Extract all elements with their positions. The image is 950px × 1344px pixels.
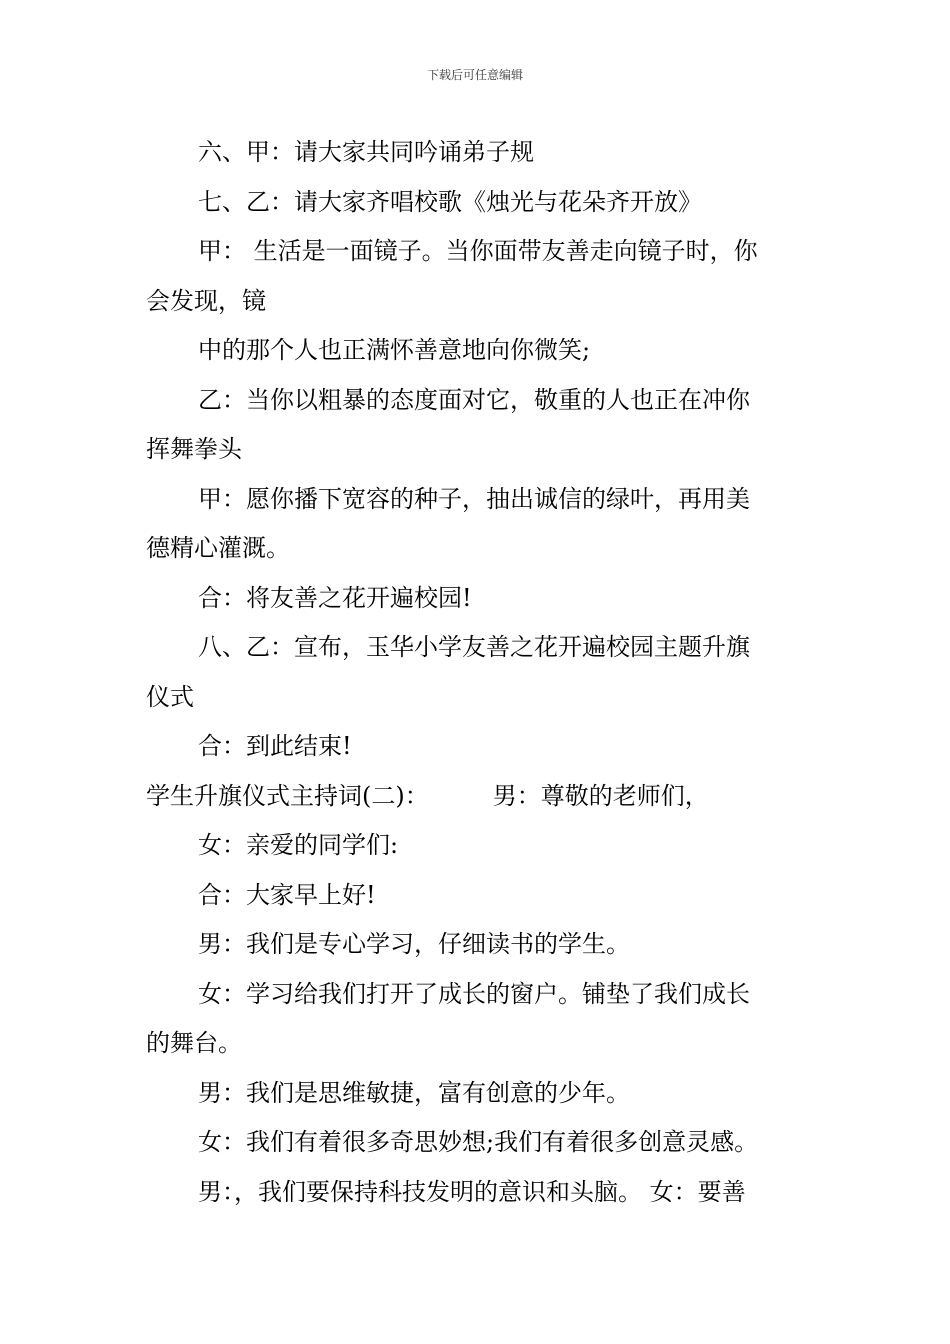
text-line: 女：亲爱的同学们:: [198, 831, 399, 859]
document-body: [146, 128, 808, 1217]
text-line: 甲： 生活是一面镜子。当你面带友善走向镜子时，你: [198, 237, 758, 265]
text-line: 会发现，镜: [146, 286, 266, 315]
text-line: 中的那个人也正满怀善意地向你微笑;: [198, 336, 591, 364]
section-title: 学生升旗仪式主持词(二)：: [146, 781, 429, 810]
text-line: 女：学习给我们打开了成长的窗户。铺垫了我们成长: [198, 979, 750, 1008]
text-line: 甲：愿你播下宽容的种子，抽出诚信的绿叶，再用美: [198, 484, 750, 513]
text-line: 七、乙：请大家齐唱校歌《烛光与花朵齐开放》: [198, 187, 702, 216]
text-line: 八、乙：宣布，玉华小学友善之花开遍校园主题升旗: [198, 633, 750, 661]
text-segment: 男：尊敬的老师们，: [492, 781, 709, 810]
text-line: 合：大家早上好!: [198, 880, 376, 909]
text-line: 男：，我们要保持科技发明的意识和头脑。 女：要善: [198, 1177, 746, 1206]
text-line: 乙：当你以粗暴的态度面对它，敬重的人也正在冲你: [198, 385, 750, 414]
text-line: 仪式: [146, 682, 194, 711]
text-line: 六、甲：请大家共同吟诵弟子规: [198, 138, 534, 166]
text-line: 男：我们是专心学习，仔细读书的学生。: [198, 930, 630, 958]
text-line: 的舞台。: [146, 1029, 242, 1057]
text-line: 德精心灌溉。: [146, 534, 290, 562]
text-line-section-title: [146, 772, 808, 822]
text-line: 合：将友善之花开遍校园!: [198, 583, 472, 612]
text-line: 合：到此结束!: [198, 732, 352, 760]
text-line: 男：我们是思维敏捷，富有创意的少年。: [198, 1078, 630, 1107]
page-header: 下载后可任意编辑: [426, 68, 523, 82]
text-line: 女：我们有着很多奇思妙想;我们有着很多创意灵感。: [198, 1128, 759, 1156]
text-line: 挥舞拳头: [146, 435, 242, 463]
